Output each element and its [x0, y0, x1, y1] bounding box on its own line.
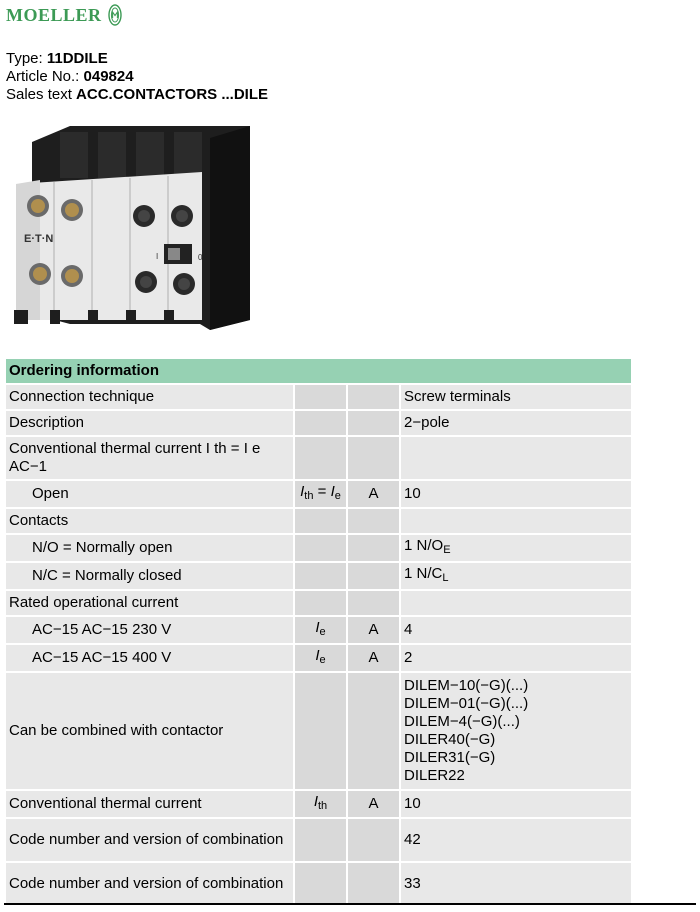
row-symbol: $I_{th} = I_e$ [295, 481, 346, 507]
row-symbol: $I_{th}$ [295, 791, 346, 817]
row-symbol: $I_e$ [295, 645, 346, 671]
table-row [6, 411, 631, 435]
table-row [6, 673, 631, 789]
sales-text-value: ACC.CONTACTORS ...DILE [76, 86, 268, 103]
row-value: 10 [401, 481, 631, 507]
row-value: 4 [401, 617, 631, 643]
table-header-row [6, 359, 631, 383]
table-row [6, 563, 631, 589]
row-label: Open [6, 481, 293, 507]
table-row [6, 591, 631, 615]
ordering-information-table [4, 357, 633, 907]
list-item: DILEM−10(−G)(...) [404, 677, 529, 694]
row-label: Can be combined with contactor [6, 673, 293, 789]
list-item: DILER40(−G) [404, 731, 496, 748]
table-row [6, 617, 631, 643]
table-row [6, 535, 631, 561]
table-row [6, 645, 631, 671]
row-unit: A [348, 481, 399, 507]
moeller-logo [6, 4, 122, 26]
row-value: 33 [401, 863, 631, 905]
list-item: DILEM−01(−G)(...) [404, 695, 529, 712]
table-row [6, 819, 631, 861]
row-label: Conventional thermal current I th = I e AC−1 [6, 437, 293, 479]
row-label: N/C = Normally closed [6, 563, 293, 589]
type-line: Type: 11DDILE [6, 50, 108, 67]
bottom-divider [4, 903, 696, 905]
row-value: 10 [401, 791, 631, 817]
row-label: Rated operational current [6, 591, 293, 615]
table-row [6, 437, 631, 479]
table-row [6, 791, 631, 817]
sales-text-line: Sales text ACC.CONTACTORS ...DILE [6, 86, 268, 103]
row-value: 2 [401, 645, 631, 671]
row-label: N/O = Normally open [6, 535, 293, 561]
row-unit: A [348, 645, 399, 671]
row-label: Code number and version of combination [6, 863, 293, 905]
row-value: 1 $N/C_L$ [401, 563, 631, 589]
moeller-emblem-icon [108, 4, 122, 26]
row-label: Connection technique [6, 385, 293, 409]
row-label: Code number and version of combination [6, 819, 293, 861]
list-item: DILEM−4(−G)(...) [404, 713, 520, 730]
table-row [6, 863, 631, 905]
type-value: 11DDILE [46, 50, 108, 67]
row-label: Conventional thermal current [6, 791, 293, 817]
table-title: Ordering information [6, 359, 631, 383]
table-row [6, 385, 631, 409]
row-label: AC−15 AC−15 230 V [6, 617, 293, 643]
list-item: DILER22 [404, 767, 465, 784]
eaton-mark: E·T·N [24, 233, 54, 245]
row-value: 42 [401, 819, 631, 861]
row-value-list [401, 673, 631, 789]
row-value: 2−pole [401, 411, 631, 435]
product-info [6, 50, 268, 104]
row-label: AC−15 AC−15 400 V [6, 645, 293, 671]
article-line: Article No.: 049824 [6, 68, 134, 85]
brand-name: MOELLER [6, 4, 102, 25]
row-value: Screw terminals [401, 385, 631, 409]
product-photo [10, 124, 260, 330]
row-label: Description [6, 411, 293, 435]
row-unit: A [348, 617, 399, 643]
article-value: 049824 [83, 68, 134, 85]
table-row [6, 509, 631, 533]
list-item: DILER31(−G) [404, 749, 496, 766]
switch-label-on: I [156, 252, 159, 261]
table-row [6, 481, 631, 507]
row-symbol: $I_e$ [295, 617, 346, 643]
switch-label-off: 0 [198, 253, 203, 262]
row-value: 1 $N/O_E$ [401, 535, 631, 561]
row-unit: A [348, 791, 399, 817]
row-label: Contacts [6, 509, 293, 533]
